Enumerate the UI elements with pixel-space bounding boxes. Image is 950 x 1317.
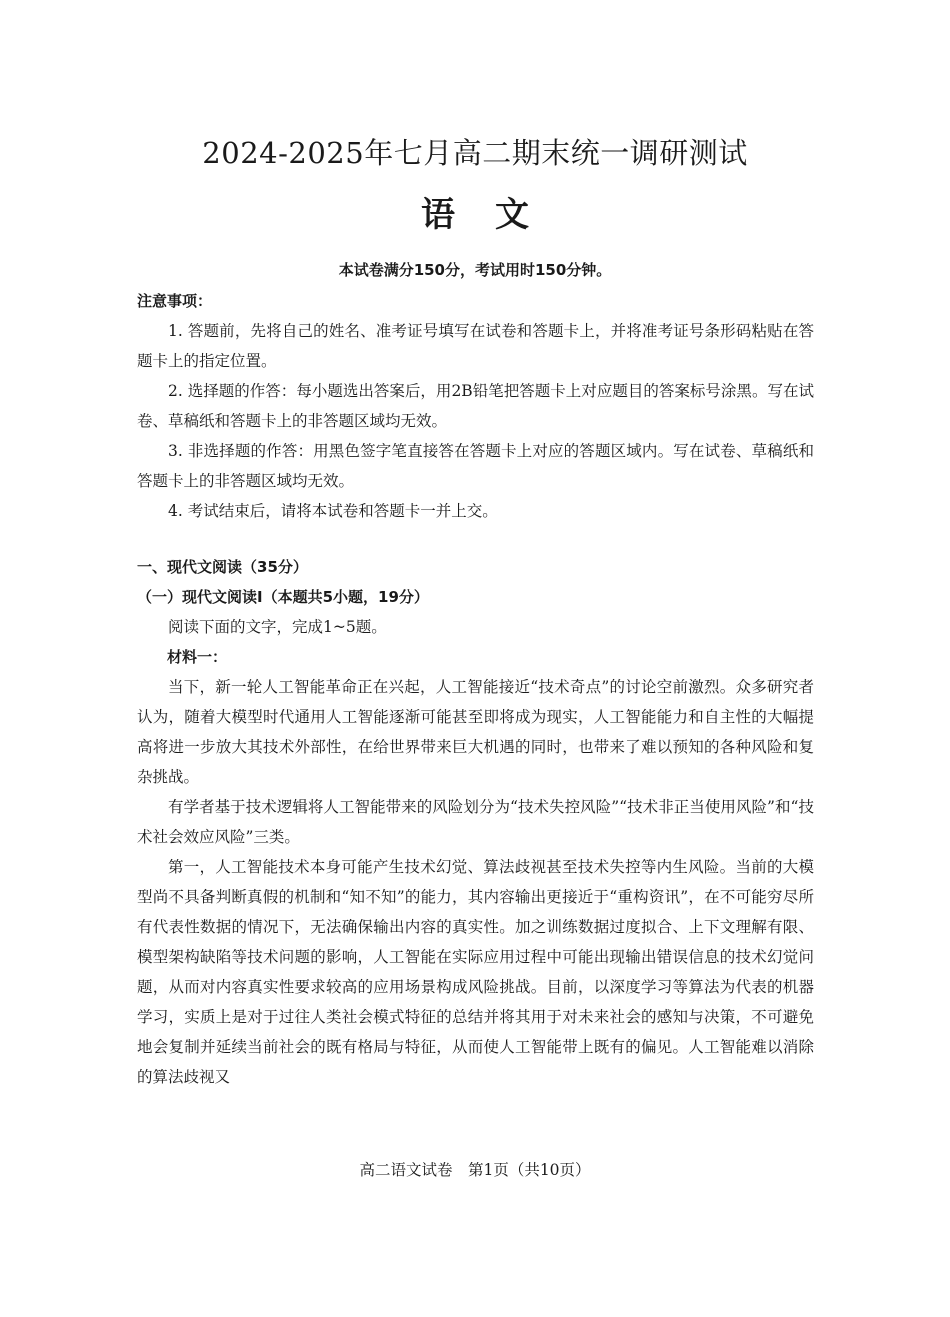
material-paragraph: 第一，人工智能技术本身可能产生技术幻觉、算法歧视甚至技术失控等内生风险。当前的大模型尚不具备判断真假的机制和“知不知”的能力，其内容输出更接近于“重构资讯”，在不可能穷尽所有代表性数据的情况下，无法确保输出内容的真实性。加之训练数据过度拟合、上下文理解有限、模型架构缺陷等技术问题的影响，人工智能在实际应用过程中可能出现输出错误信息的技术幻觉问题，从而对内容真实性要求较高的应用场景构成风险挑战。目前，以深度学习等算法为代表的机器学习，实质上是对于过往人类社会模式特征的总结并将其用于对未来社会的感知与决策，不可避免地会复制并延续当前社会的既有格局与特征，从而使人工智能带上既有的偏见。人工智能难以消除的算法歧视又 [137,858,814,1086]
material-paragraph: 当下，新一轮人工智能革命正在兴起，人工智能接近“技术奇点”的讨论空前激烈。众多研究者认为，随着大模型时代通用人工智能逐渐可能甚至即将成为现实，人工智能能力和自主性的大幅提高将进一步放大其技术外部性，在给世界带来巨大机遇的同时，也带来了难以预知的各种风险和复杂挑战。 [137,678,814,786]
notice-item: 1. 答题前，先将自己的姓名、准考证号填写在试卷和答题卡上，并将准考证号条形码粘贴在答题卡上的指定位置。 [137,322,814,370]
reading-section [137,552,814,1092]
notice-item: 3. 非选择题的作答：用黑色签字笔直接答在答题卡上对应的答题区域内。写在试卷、草稿纸和答题卡上的非答题区域均无效。 [137,442,814,490]
exam-title: 2024-2025年七月高二期末统一调研测试 [202,136,748,170]
section-heading: 一、现代文阅读（35分） [137,558,308,576]
notice-item: 2. 选择题的作答：每小题选出答案后，用2B铅笔把答题卡上对应题目的答案标号涂黑。写在试卷、草稿纸和答题卡上的非答题区域均无效。 [137,382,814,430]
subject-title: 语文 [421,195,569,235]
material-paragraph: 有学者基于技术逻辑将人工智能带来的风险划分为“技术失控风险”“技术非正当使用风险”和“技术社会效应风险”三类。 [137,798,814,846]
sub-section-heading: （一）现代文阅读Ⅰ（本题共5小题，19分） [137,588,429,606]
notice-heading: 注意事项： [137,292,213,310]
reading-instruction: 阅读下面的文字，完成1~5题。 [168,618,387,636]
material-label: 材料一： [167,648,228,666]
notice-item: 4. 考试结束后，请将本试卷和答题卡一并上交。 [168,502,498,520]
exam-info: 本试卷满分150分，考试用时150分钟。 [338,261,612,279]
notice-section [137,286,814,526]
page-footer: 高二语文试卷 第1页（共10页） [359,1161,591,1179]
